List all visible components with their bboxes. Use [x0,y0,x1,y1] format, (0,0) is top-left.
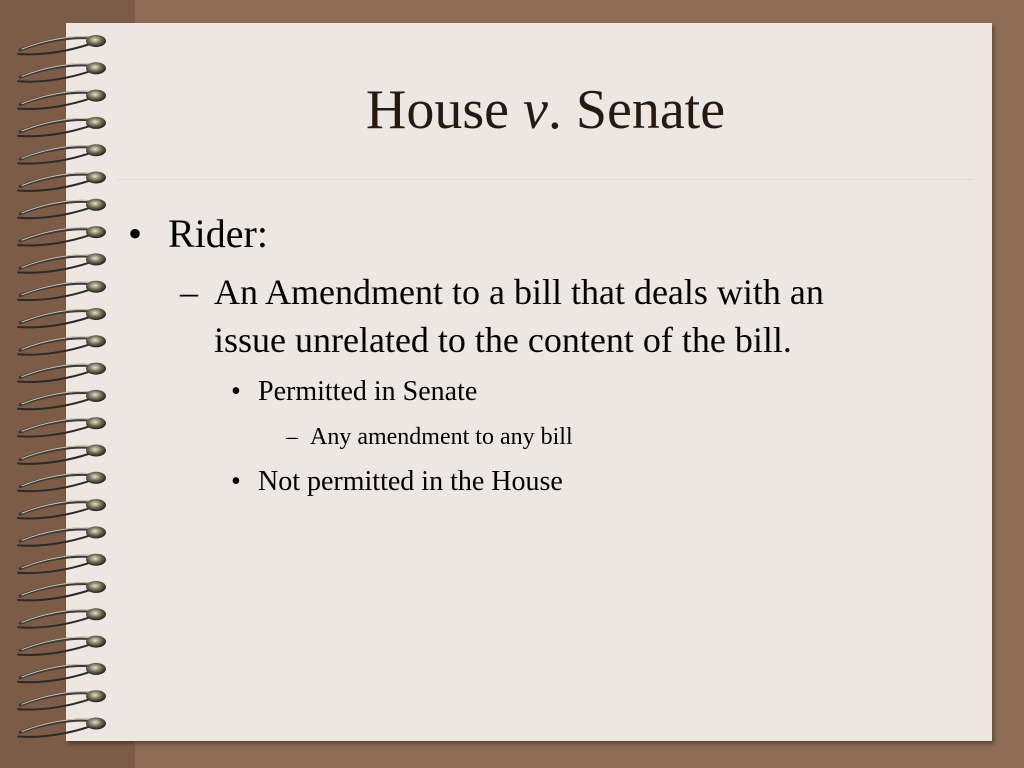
bullet-house: Not permitted in the House [258,466,563,497]
bullet-rider: Rider: [168,211,268,256]
bullet-senate: Permitted in Senate [258,376,478,407]
title-text-italic: v [522,79,548,141]
bullet-marker-house: • [231,466,241,497]
definition-line-1: An Amendment to a bill that deals with an [214,272,824,312]
dash-marker-senate-detail: – [286,424,298,450]
dash-marker-definition: – [180,272,198,312]
title-text-1: House [365,79,523,141]
definition-line-2: issue unrelated to the content of the bill. [214,320,792,360]
senate-detail: Any amendment to any bill [310,424,573,450]
bullet-marker-rider: • [128,211,143,256]
bullet-marker-senate: • [231,376,241,407]
title-text-2: . Senate [547,79,726,141]
